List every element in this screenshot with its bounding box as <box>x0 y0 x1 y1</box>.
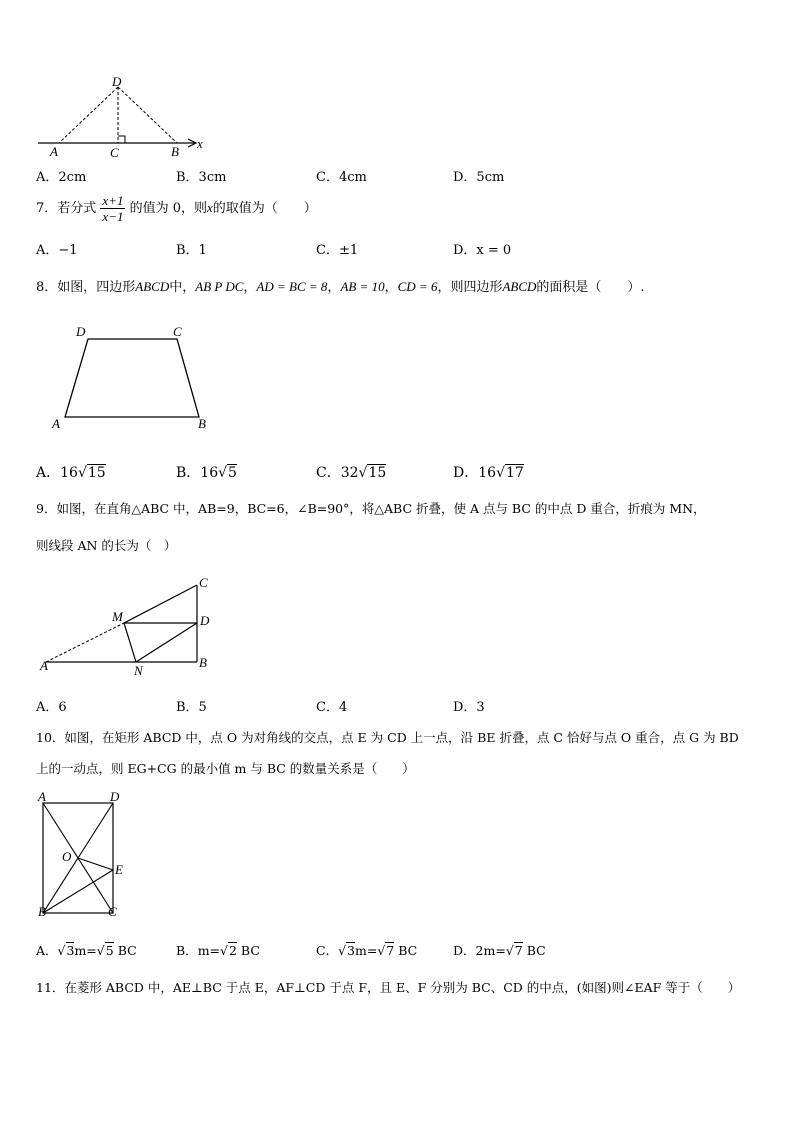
q7-option-b[interactable]: B．1 <box>176 243 207 258</box>
q10-option-b[interactable] <box>176 941 260 959</box>
label-o: O <box>62 849 72 864</box>
q10-line-2: 上的一动点，则 EG+CG 的最小值 m 与 BC 的数量关系是（ ） <box>36 761 415 776</box>
label-x: x <box>197 136 203 151</box>
label-d: D <box>200 613 210 628</box>
q10-option-b-label: B． <box>176 943 198 958</box>
sqrt-symbol: √ <box>57 943 66 958</box>
q8-option-c-label: C． <box>316 465 341 481</box>
figure-folded-triangle <box>36 575 226 680</box>
figure-axis-triangle <box>30 72 230 162</box>
q8-option-d-label: D． <box>453 465 479 481</box>
q7-question <box>36 193 317 224</box>
q7-frac-num: x+1 <box>102 193 124 208</box>
q6-option-c[interactable]: C．4cm <box>316 170 367 185</box>
q10-line-1: 10．如图，在矩形 ABCD 中，点 O 为对角线的交点，点 E 为 CD 上一点，沿 BE 折叠，点 C 恰好与点 O 重合，点 G 为 BD <box>36 730 739 745</box>
sqrt-symbol: √ <box>496 465 505 481</box>
label-a: A <box>40 658 48 673</box>
q8-option-c[interactable] <box>316 462 386 482</box>
q10-option-d-post: BC <box>526 943 546 958</box>
label-c: C <box>199 575 208 590</box>
q7-var: x <box>207 200 213 215</box>
label-b: B <box>199 655 207 670</box>
q9-option-b[interactable]: B．5 <box>176 700 207 715</box>
q8-shape-2: ABCD <box>502 279 537 294</box>
label-d: D <box>110 789 120 804</box>
q8-option-a[interactable] <box>36 462 106 482</box>
label-e: E <box>115 862 123 877</box>
q8-text-6: ，则四边形 <box>437 280 503 295</box>
q10-option-d-pre: 2m= <box>475 943 506 958</box>
q10-option-b-radicand: 2 <box>228 943 237 958</box>
q9-option-c[interactable]: C．4 <box>316 700 348 715</box>
label-c: C <box>173 324 182 339</box>
q8-cond-4: CD = 6 <box>397 279 438 294</box>
label-d: D <box>112 74 122 89</box>
q8-text-3: ， <box>243 280 257 295</box>
sqrt-symbol: √ <box>505 943 514 958</box>
q8-cond-1: AB P DC <box>195 279 244 294</box>
q10-option-d[interactable] <box>453 941 546 959</box>
q10-option-a[interactable] <box>36 941 137 959</box>
label-n: N <box>134 663 143 678</box>
q10-option-a-post: BC <box>117 943 137 958</box>
label-d: D <box>76 324 86 339</box>
q8-option-a-coef: 16 <box>60 465 78 481</box>
q7-option-d[interactable]: D．x = 0 <box>453 243 512 258</box>
q7-option-c[interactable]: C．±1 <box>316 243 359 258</box>
q8-option-b[interactable] <box>176 462 237 482</box>
sqrt-symbol: √ <box>77 465 87 481</box>
q10-option-c[interactable] <box>316 941 417 959</box>
label-a: A <box>52 416 60 431</box>
q8-question <box>36 276 645 295</box>
q7-fraction <box>100 193 125 224</box>
sqrt-symbol: √ <box>338 943 347 958</box>
q11-line-1: 11．在菱形 ABCD 中，AE⊥BC 于点 E，AF⊥CD 于点 F，且 E、F 分别为 BC、CD 的中点，(如图)则∠EAF 等于（ ） <box>36 980 741 995</box>
q10-option-a-mid: m= <box>74 943 97 958</box>
q8-option-d-coef: 16 <box>478 465 497 481</box>
q6-option-a[interactable]: A．2cm <box>36 170 87 185</box>
q8-text-5: ， <box>384 280 398 295</box>
q8-option-d-radicand: 17 <box>505 465 524 481</box>
q6-option-b[interactable]: B．3cm <box>176 170 227 185</box>
q7-frac-den: x−1 <box>102 209 124 224</box>
q7-suffix: 的取值为（ ） <box>212 201 317 216</box>
q10-option-c-post: BC <box>398 943 418 958</box>
q7-option-a[interactable]: A．−1 <box>36 243 78 258</box>
q7-middle: 的值为 0，则 <box>129 201 208 216</box>
q6-option-d[interactable]: D．5cm <box>453 170 505 185</box>
q8-option-d[interactable] <box>453 462 524 482</box>
q8-option-b-radicand: 5 <box>228 465 237 481</box>
label-b: B <box>198 416 206 431</box>
figure-rectangle <box>34 790 134 920</box>
sqrt-symbol: √ <box>358 465 368 481</box>
sqrt-symbol: √ <box>220 943 228 958</box>
q10-option-d-label: D． <box>453 943 476 958</box>
sqrt-symbol: √ <box>218 465 228 481</box>
q10-option-a-radicand-1: 3 <box>66 943 75 958</box>
q8-option-a-label: A． <box>36 465 61 481</box>
figure-trapezoid <box>46 322 226 432</box>
q8-shape: ABCD <box>135 279 170 294</box>
q8-option-b-coef: 16 <box>200 465 219 481</box>
q8-text-1: 8．如图，四边形 <box>36 280 136 295</box>
q8-cond-2: AD = BC = 8 <box>256 279 328 294</box>
label-c: C <box>110 145 119 160</box>
q8-text-4: ， <box>327 280 341 295</box>
q10-option-c-mid: m= <box>355 943 378 958</box>
q9-line-2: 则线段 AN 的长为（ ） <box>36 538 177 553</box>
q8-cond-3: AB = 10 <box>340 279 385 294</box>
q10-option-c-radicand-2: 7 <box>386 943 395 958</box>
q9-option-d[interactable]: D．3 <box>453 700 485 715</box>
sqrt-symbol: √ <box>96 943 105 958</box>
q8-text-2: 中， <box>169 280 196 295</box>
q10-option-a-radicand-2: 5 <box>105 943 114 958</box>
label-b: B <box>38 904 46 919</box>
q10-option-c-radicand-1: 3 <box>347 943 355 958</box>
q8-option-b-label: B． <box>176 465 201 481</box>
q7-prefix: 7．若分式 <box>36 201 97 216</box>
q8-text-7: 的面积是（ ）. <box>536 280 645 295</box>
label-m: M <box>112 609 123 624</box>
label-a: A <box>50 144 58 159</box>
q8-option-c-coef: 32 <box>340 465 359 481</box>
q10-option-a-label: A． <box>36 943 58 958</box>
q8-option-c-radicand: 15 <box>368 465 387 481</box>
q10-option-d-radicand: 7 <box>514 943 523 958</box>
label-c: C <box>108 904 117 919</box>
label-a: A <box>38 789 46 804</box>
q8-option-a-radicand: 15 <box>87 465 106 481</box>
q10-option-c-label: C． <box>316 943 339 958</box>
q9-option-a[interactable]: A．6 <box>36 700 67 715</box>
q9-line-1: 9．如图，在直角△ABC 中，AB=9，BC=6，∠B=90°，将△ABC 折叠，使 A 点与 BC 的中点 D 重合，折痕为 MN， <box>36 501 706 516</box>
q10-option-b-post: BC <box>240 943 260 958</box>
label-b: B <box>171 144 179 159</box>
q10-option-b-pre: m= <box>197 943 221 958</box>
sqrt-symbol: √ <box>377 943 386 958</box>
